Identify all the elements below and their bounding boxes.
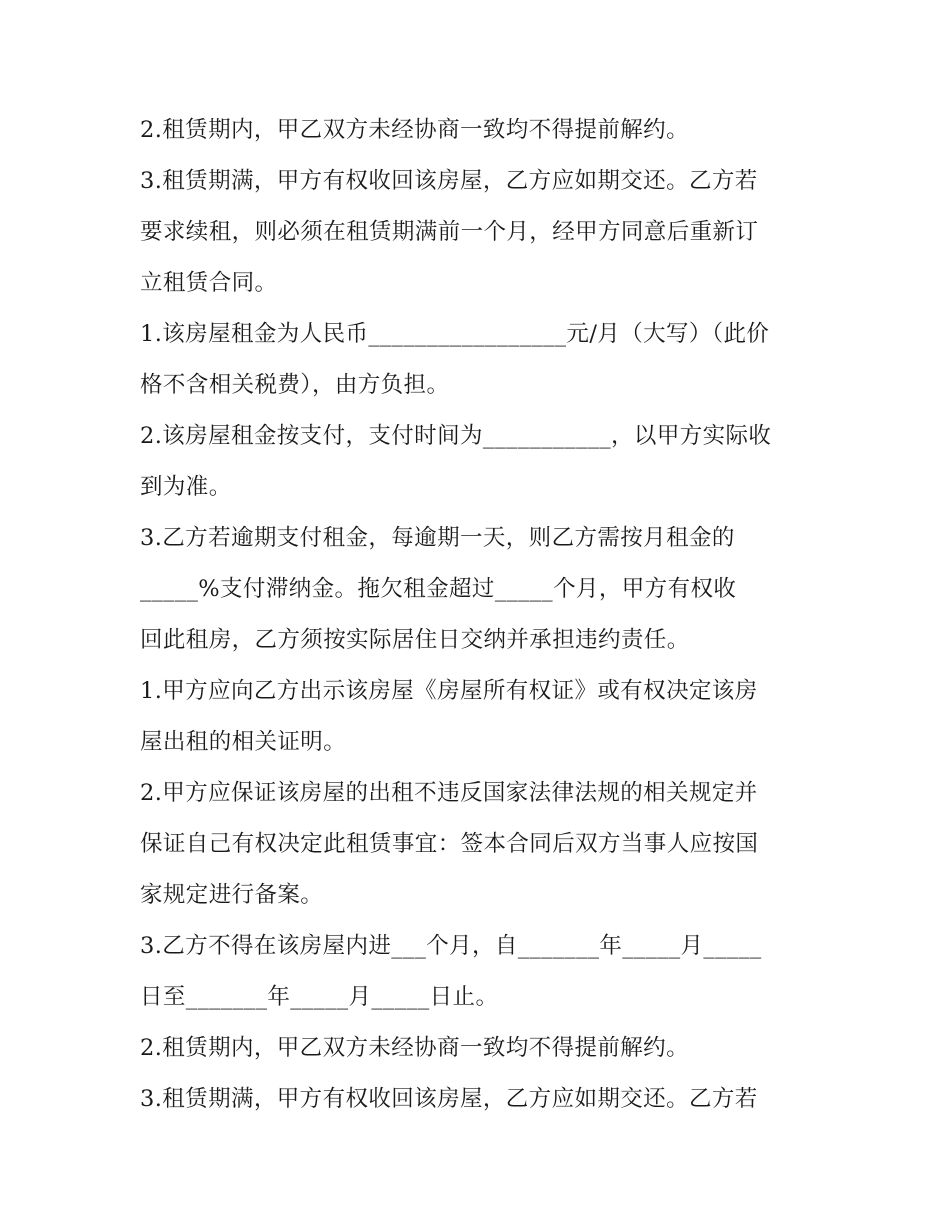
text-line: 3.租赁期满，甲方有权收回该房屋，乙方应如期交还。乙方若 xyxy=(140,1086,758,1112)
text-line: 日至_______年_____月_____日止。 xyxy=(140,984,499,1010)
text-line: 3.乙方若逾期支付租金，每逾期一天，则乙方需按月租金的 xyxy=(140,525,735,551)
text-line: 2.租赁期内，甲乙双方未经协商一致均不得提前解约。 xyxy=(140,117,689,143)
text-line: 3.租赁期满，甲方有权收回该房屋，乙方应如期交还。乙方若 xyxy=(140,168,758,194)
text-line: 保证自己有权决定此租赁事宜：签本合同后双方当事人应按国 xyxy=(140,831,759,857)
text-line: 立租赁合同。 xyxy=(140,270,278,296)
text-line: 格不含相关税费），由方负担。 xyxy=(140,372,450,398)
text-line: 2.租赁期内，甲乙双方未经协商一致均不得提前解约。 xyxy=(140,1035,689,1061)
text-line: _____%支付滞纳金。拖欠租金超过_____个月，甲方有权收 xyxy=(140,576,737,602)
text-line: 要求续租，则必须在租赁期满前一个月，经甲方同意后重新订 xyxy=(140,219,759,245)
text-line: 1.该房屋租金为人民币_________________元/月（大写）（此价 xyxy=(140,321,770,347)
text-line: 3.乙方不得在该房屋内进___个月，自_______年_____月_____ xyxy=(140,933,762,959)
document-body xyxy=(140,105,820,1125)
text-line: 1.甲方应向乙方出示该房屋《房屋所有权证》或有权决定该房 xyxy=(140,678,758,704)
text-line: 2.甲方应保证该房屋的出租不违反国家法律法规的相关规定并 xyxy=(140,780,758,806)
text-line: 屋出租的相关证明。 xyxy=(140,729,347,755)
text-line: 2.该房屋租金按支付，支付时间为___________，以甲方实际收 xyxy=(140,423,772,449)
text-line: 回此租房，乙方须按实际居住日交纳并承担违约责任。 xyxy=(140,627,690,653)
text-line: 家规定进行备案。 xyxy=(140,882,324,908)
text-line: 到为准。 xyxy=(140,474,232,500)
